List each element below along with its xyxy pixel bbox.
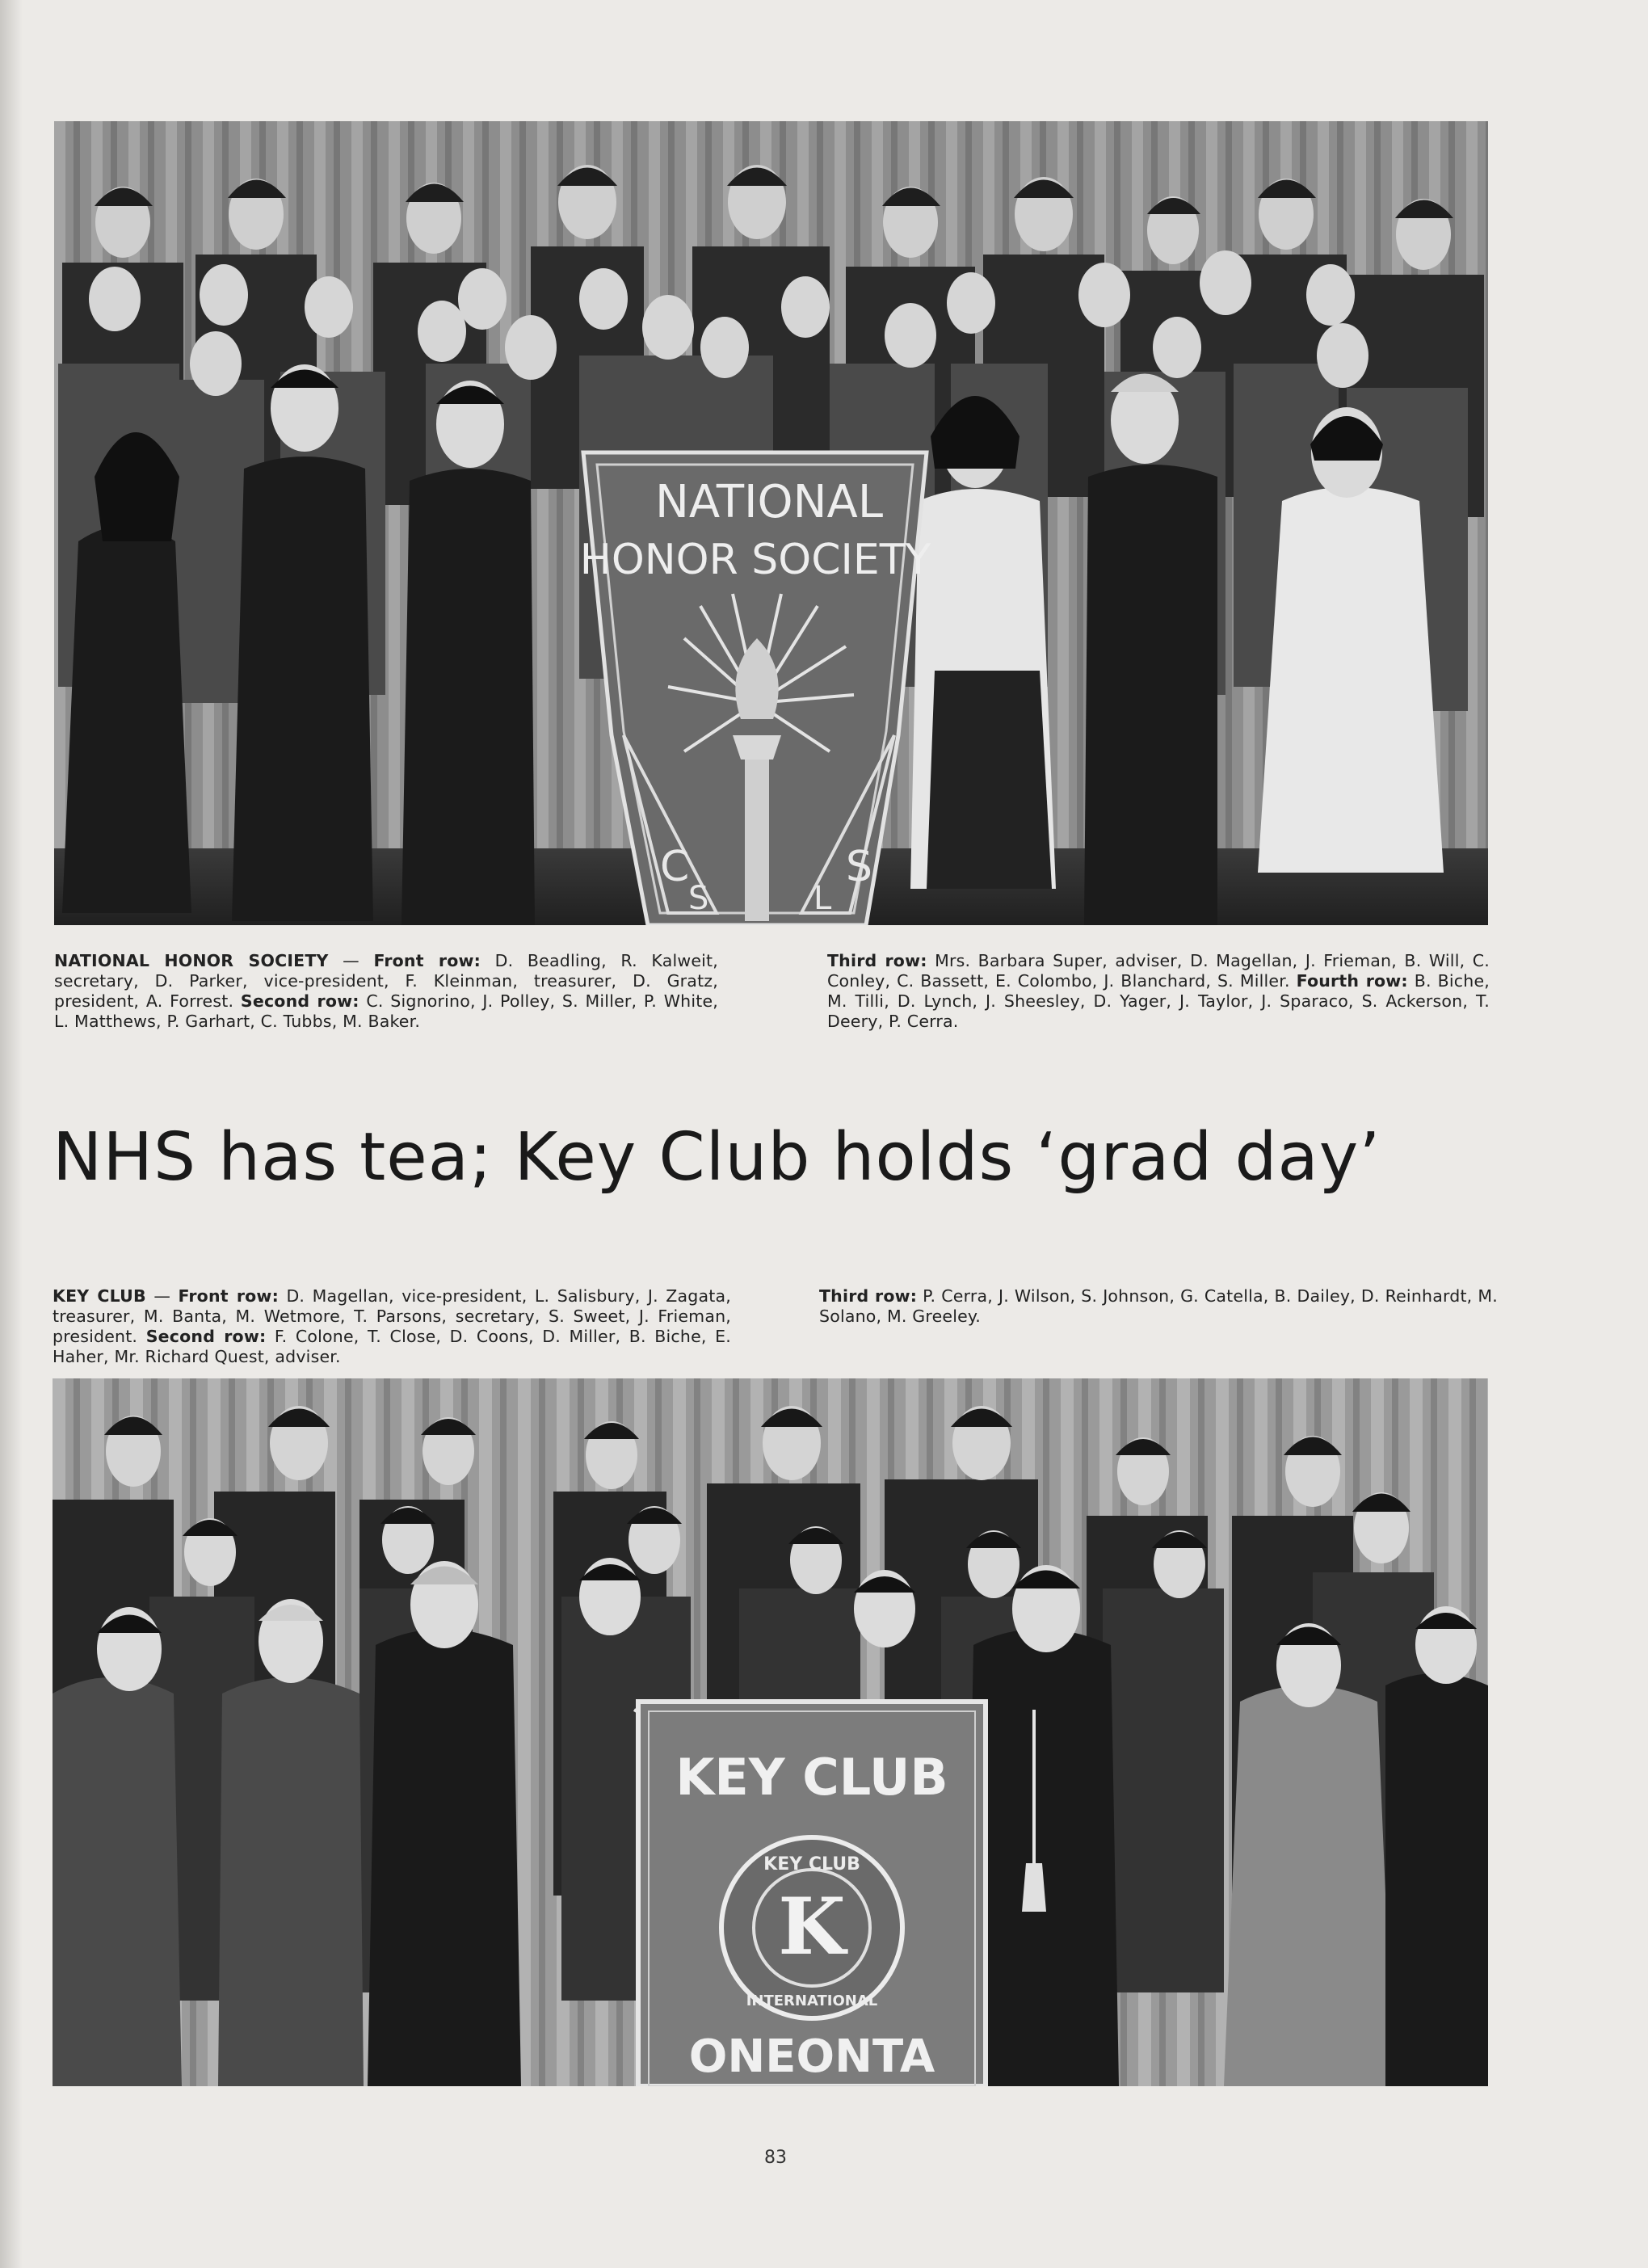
key-club-seal-icon bbox=[721, 1837, 902, 2018]
key-club-caption-right bbox=[819, 1286, 1498, 1327]
seal-bottom-text: INTERNATIONAL bbox=[746, 1992, 878, 2009]
nhs-banner-line2: HONOR SOCIETY bbox=[579, 536, 931, 584]
nhs-fourth-row-label: Fourth row: bbox=[1296, 971, 1408, 991]
key-club-caption-title: KEY CLUB bbox=[53, 1286, 146, 1306]
nhs-second-row-names: C. Signorino, J. Polley, S. Miller, P. White, L. Matthews, P. Garhart, C. Tubbs, M. Baker. bbox=[54, 991, 719, 1031]
nhs-front-row-label: Front row: bbox=[373, 951, 481, 970]
key-club-caption-dash: — bbox=[145, 1286, 179, 1306]
key-club-photo-scene bbox=[53, 1378, 1488, 2086]
banner-key-club-text: KEY CLUB bbox=[675, 1748, 948, 1807]
key-club-banner bbox=[634, 1702, 1046, 2086]
key-club-front-row-names: D. Magellan, vice-president, L. Salisbury, J. Zagata, treasurer, M. Banta, M. Wetmore, T. Parsons, secretary, S. Sweet, J. Frieman, president. bbox=[53, 1286, 732, 1346]
nhs-fourth-row-names: B. Biche, M. Tilli, D. Lynch, J. Sheesley, D. Yager, J. Taylor, J. Sparaco, S. Ackerson, T. Deery, P. Cerra. bbox=[827, 971, 1490, 1031]
nhs-caption-dash: — bbox=[328, 951, 374, 970]
key-club-third-row-names: P. Cerra, J. Wilson, S. Johnson, G. Catella, B. Dailey, D. Reinhardt, M. Solano, M. Greeley. bbox=[819, 1286, 1499, 1326]
nhs-group-photo bbox=[54, 121, 1488, 925]
banner-oneonta-text: ONEONTA bbox=[688, 2030, 935, 2083]
nhs-second-row-label: Second row: bbox=[240, 991, 359, 1011]
nhs-third-row-label: Third row: bbox=[827, 951, 927, 970]
nhs-banner-line1: NATIONAL bbox=[654, 476, 884, 528]
emblem-letter-l: L bbox=[813, 880, 832, 917]
nhs-third-row-names: Mrs. Barbara Super, adviser, D. Magellan, J. Frieman, B. Will, C. Conley, C. Bassett, E. Colombo, J. Blanchard, S. Miller. bbox=[827, 951, 1490, 991]
nhs-caption-left bbox=[54, 951, 718, 1032]
nhs-caption-right bbox=[827, 951, 1490, 1032]
nhs-front-row-names: D. Beadling, R. Kalweit, secretary, D. Parker, vice-president, F. Kleinman, treasurer, D. Gratz, president, A. Forrest. bbox=[54, 951, 718, 1011]
page-headline: NHS has tea; Key Club holds ‘grad day’ bbox=[53, 1119, 1381, 1196]
key-club-third-row-label: Third row: bbox=[819, 1286, 918, 1306]
nhs-caption-title: NATIONAL HONOR SOCIETY bbox=[54, 951, 329, 970]
key-club-caption-left bbox=[53, 1286, 731, 1367]
emblem-letter-s: S bbox=[688, 880, 709, 917]
seal-top-text: KEY CLUB bbox=[763, 1854, 860, 1875]
key-club-front-row-label: Front row: bbox=[178, 1286, 279, 1306]
emblem-letter-s2: S bbox=[846, 843, 873, 891]
nhs-photo-scene bbox=[54, 121, 1488, 925]
seal-letter: K bbox=[778, 1881, 846, 1972]
key-club-second-row-label: Second row: bbox=[145, 1327, 267, 1346]
nhs-emblem-sign bbox=[580, 452, 931, 925]
key-club-second-row-names: F. Colone, T. Close, D. Coons, D. Miller, B. Biche, E. Haher, Mr. Richard Quest, adviser. bbox=[53, 1327, 732, 1366]
page-number: 83 bbox=[764, 2148, 787, 2168]
key-club-group-photo bbox=[53, 1378, 1488, 2086]
page-binding-shadow bbox=[0, 0, 23, 2268]
emblem-letter-c: C bbox=[660, 843, 690, 891]
